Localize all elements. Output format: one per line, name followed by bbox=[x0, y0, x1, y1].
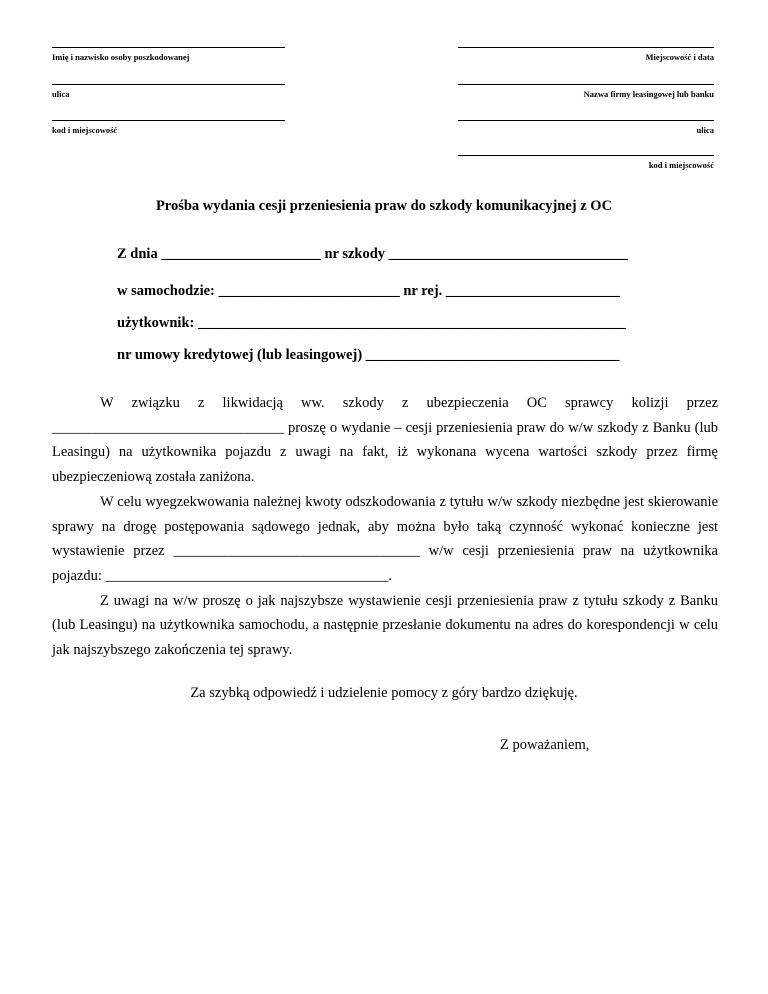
paragraph-1-line-1: W związku z likwidacją ww. szkody z ubezpieczenia OC sprawcy kolizji przez bbox=[100, 395, 718, 411]
paragraph-2: W celu wyegzekwowania należnej kwoty odszkodowania z tytułu w/w szkody niezbędne jest skierowanie sprawy na drogę postępowania sądowego jednak, aby można było taką czynność wykonać konieczne jest wystawienie przez __________________________________ w/w cesji przeniesienia praw na użytkownika pojazdu: _______________________________________. bbox=[52, 493, 718, 584]
signature-line bbox=[458, 120, 714, 121]
field-caption: Miejscowość i data bbox=[645, 52, 714, 62]
field-caption: ulica bbox=[696, 125, 714, 135]
signature-line bbox=[458, 84, 714, 85]
company-city-field[interactable] bbox=[458, 155, 714, 171]
signature-line bbox=[458, 155, 714, 156]
injured-street-field[interactable] bbox=[52, 84, 285, 100]
signature-line bbox=[52, 120, 285, 121]
paragraph-1: ________________________________ proszę o wydanie – cesji przeniesienia praw do w/w szkody z Banku (lub Leasingu) na użytkownika pojazdu z uwagi na fakt, iż wykonana wycena wartości szkody przez firmę ubezpieczeniową została zaniżona. bbox=[52, 419, 718, 486]
injured-city-field[interactable] bbox=[52, 120, 285, 136]
vehicle-registration-line[interactable]: w samochodzie: _________________________ nr rej. ________________________ bbox=[117, 283, 620, 299]
place-date-field[interactable] bbox=[458, 47, 714, 63]
signature-line bbox=[52, 84, 285, 85]
field-caption: kod i miejscowość bbox=[52, 125, 118, 135]
field-caption: kod i miejscowość bbox=[648, 160, 714, 170]
signature-line bbox=[458, 47, 714, 48]
leasing-company-field[interactable] bbox=[458, 84, 714, 100]
injured-name-field[interactable] bbox=[52, 47, 285, 63]
thanks-line: Za szybką odpowiedź i udzielenie pomocy z góry bardzo dziękuję. bbox=[190, 685, 578, 701]
field-caption: Imię i nazwisko osoby poszkodowanej bbox=[52, 52, 190, 62]
document-title: Prośba wydania cesji przeniesienia praw do szkody komunikacyjnej z OC bbox=[155, 198, 613, 214]
vehicle-user-line[interactable]: użytkownik: ___________________________________________________________ bbox=[117, 315, 626, 331]
contract-number-line[interactable]: nr umowy kredytowej (lub leasingowej) ___________________________________ bbox=[117, 347, 620, 363]
closing-salutation: Z poważaniem, bbox=[500, 737, 590, 753]
field-caption: ulica bbox=[52, 89, 70, 99]
claim-date-number-line[interactable]: Z dnia ______________________ nr szkody _________________________________ bbox=[117, 246, 628, 262]
field-caption: Nazwa firmy leasingowej lub banku bbox=[583, 89, 714, 99]
paragraph-3: Z uwagi na w/w proszę o jak najszybsze wystawienie cesji przeniesienia praw z tytułu szkody z Banku (lub Leasingu) na użytkownika samochodu, a następnie przesłanie dokumentu na adres do korespondencji w celu jak najszybszego zakończenia tej sprawy. bbox=[52, 592, 718, 659]
letter-body bbox=[52, 391, 718, 663]
company-street-field[interactable] bbox=[458, 120, 714, 136]
signature-line bbox=[52, 47, 285, 48]
